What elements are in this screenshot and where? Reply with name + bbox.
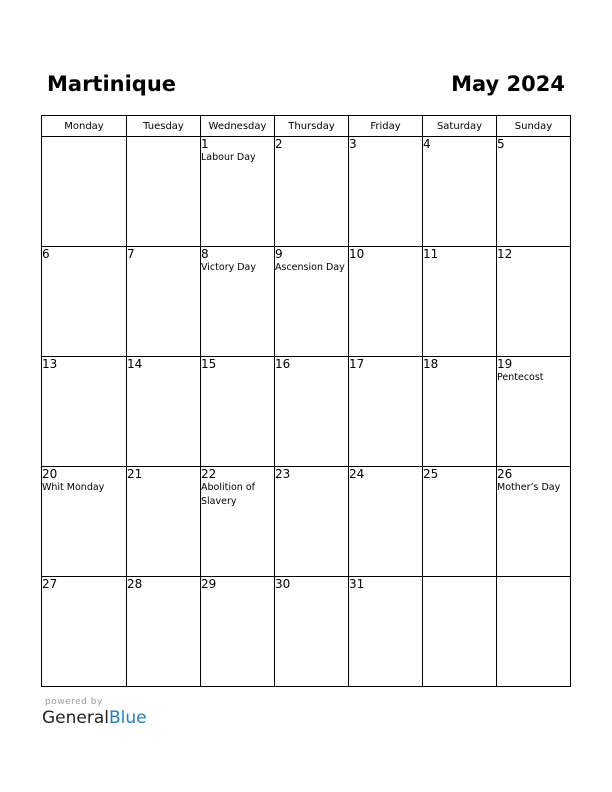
day-cell: [423, 247, 497, 357]
day-number: 13: [42, 357, 58, 371]
day-cell: [201, 357, 275, 467]
weekday-wednesday: Wednesday: [201, 116, 275, 137]
day-cell: [423, 577, 497, 687]
day-cell: [275, 247, 349, 357]
day-number: 6: [42, 247, 50, 261]
day-number: 25: [423, 467, 439, 481]
day-number: 3: [349, 137, 357, 151]
day-number: 1: [201, 137, 209, 151]
day-number: 28: [127, 577, 143, 591]
day-number: 24: [349, 467, 365, 481]
day-number: 31: [349, 577, 365, 591]
day-cell: [423, 357, 497, 467]
day-number: 4: [423, 137, 431, 151]
day-cell: [275, 357, 349, 467]
day-cell: [349, 467, 423, 577]
day-cell: [497, 137, 571, 247]
day-cell: [349, 247, 423, 357]
day-number: 18: [423, 357, 439, 371]
day-number: 14: [127, 357, 143, 371]
week-row: [42, 467, 571, 577]
calendar-grid: [41, 115, 571, 687]
day-cell: [275, 577, 349, 687]
day-number: 8: [201, 247, 209, 261]
generalblue-logo: [42, 707, 147, 729]
day-cell: [349, 357, 423, 467]
day-number: 2: [275, 137, 283, 151]
day-cell: [497, 577, 571, 687]
day-number: 17: [349, 357, 365, 371]
day-cell: [275, 467, 349, 577]
day-cell: [349, 137, 423, 247]
week-row: [42, 247, 571, 357]
day-number: 9: [275, 247, 283, 261]
day-cell: [497, 357, 571, 467]
day-cell: [42, 577, 127, 687]
weekday-thursday: Thursday: [275, 116, 349, 137]
logo-text-blue: Blue: [109, 708, 147, 728]
day-cell: [127, 467, 201, 577]
weekday-friday: Friday: [349, 116, 423, 137]
day-number: 15: [201, 357, 217, 371]
logo-text-general: General: [42, 708, 109, 728]
day-cell: [42, 137, 127, 247]
day-number: 21: [127, 467, 143, 481]
holiday-label: Ascension Day: [275, 262, 345, 273]
week-row: [42, 137, 571, 247]
day-cell: [127, 577, 201, 687]
day-cell: [497, 247, 571, 357]
day-number: 5: [497, 137, 505, 151]
day-cell: [201, 247, 275, 357]
day-number: 19: [497, 357, 513, 371]
weekday-saturday: Saturday: [423, 116, 497, 137]
day-cell: [423, 137, 497, 247]
day-cell: [497, 467, 571, 577]
day-cell: [42, 467, 127, 577]
day-cell: [275, 137, 349, 247]
day-number: 26: [497, 467, 513, 481]
day-cell: [42, 357, 127, 467]
holiday-label: Labour Day: [201, 152, 256, 163]
day-cell: [201, 577, 275, 687]
day-cell: [42, 247, 127, 357]
holiday-label: Whit Monday: [42, 482, 105, 493]
day-cell: [349, 577, 423, 687]
week-row: [42, 357, 571, 467]
powered-by-label: powered by: [45, 697, 103, 707]
day-cell: [201, 467, 275, 577]
weekday-header-row: [42, 116, 571, 137]
month-title: May 2024: [451, 72, 565, 96]
region-title: Martinique: [47, 72, 177, 96]
day-number: 29: [201, 577, 217, 591]
day-number: 12: [497, 247, 513, 261]
day-cell: [201, 137, 275, 247]
holiday-label: Abolition of Slavery: [201, 482, 255, 507]
day-cell: [423, 467, 497, 577]
day-number: 30: [275, 577, 291, 591]
holiday-label: Victory Day: [201, 262, 256, 273]
day-cell: [127, 357, 201, 467]
day-number: 27: [42, 577, 58, 591]
day-number: 10: [349, 247, 365, 261]
day-number: 16: [275, 357, 291, 371]
day-number: 22: [201, 467, 217, 481]
day-number: 23: [275, 467, 291, 481]
weekday-tuesday: Tuesday: [127, 116, 201, 137]
holiday-label: Mother’s Day: [497, 482, 561, 493]
weekday-monday: Monday: [42, 116, 127, 137]
holiday-label: Pentecost: [497, 372, 544, 383]
day-number: 20: [42, 467, 58, 481]
day-number: 7: [127, 247, 135, 261]
day-cell: [127, 247, 201, 357]
day-cell: [127, 137, 201, 247]
day-number: 11: [423, 247, 439, 261]
weekday-sunday: Sunday: [497, 116, 571, 137]
week-row: [42, 577, 571, 687]
